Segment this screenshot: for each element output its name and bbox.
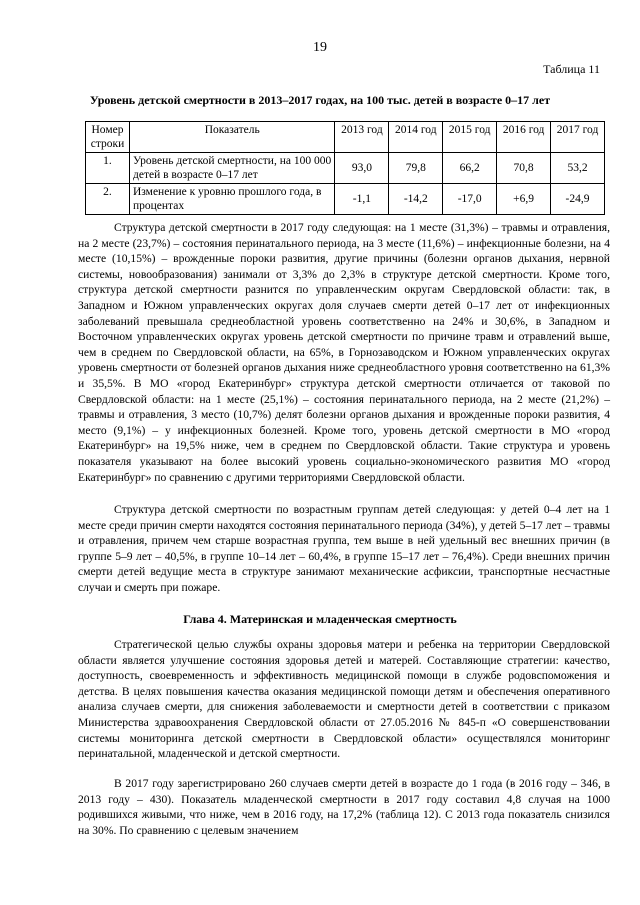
paragraph-infant-deaths xyxy=(78,776,610,838)
row-indicator: Уровень детской смертности, на 100 000 детей в возрасте 0–17 лет xyxy=(129,153,334,184)
paragraph-text: Стратегической целью службы охраны здоровья матери и ребенка на территории Свердловской области является улучшение состояния здоровья детей и матерей. Составляющие стратегии: качество, доступность, своевременность и эффективность медицинской помощи в службе родовспоможения и детства. В целях повышения качества оказания медицинской помощи детям и обеспечения оперативного анализа случаев смерти, для снижения заболеваемости и смертности детей в соответствии с приказом Министерства здравоохранения Свердловской области от 27.05.2016 № 845-п «О совершенствовании системы мониторинга детской смертности в Свердловской области» осуществлялся мониторинг перинатальной, младенческой и детской смертности. xyxy=(78,638,610,761)
paragraph-structure xyxy=(78,220,610,485)
cell-value: 70,8 xyxy=(497,153,551,184)
header-year-2015: 2015 год xyxy=(443,122,497,153)
header-indicator: Показатель xyxy=(129,122,334,153)
header-row-number: Номер строки xyxy=(86,122,130,153)
cell-value: -14,2 xyxy=(389,184,443,215)
cell-value: -1,1 xyxy=(335,184,389,215)
row-number: 1. xyxy=(86,153,130,184)
cell-value: 66,2 xyxy=(443,153,497,184)
mortality-table xyxy=(85,121,605,215)
row-indicator: Изменение к уровню прошлого года, в процентах xyxy=(129,184,334,215)
table-header-row xyxy=(86,122,605,153)
row-number: 2. xyxy=(86,184,130,215)
cell-value: -17,0 xyxy=(443,184,497,215)
header-year-2013: 2013 год xyxy=(335,122,389,153)
table-label: Таблица 11 xyxy=(543,62,600,76)
cell-value: 93,0 xyxy=(335,153,389,184)
cell-value: 79,8 xyxy=(389,153,443,184)
table-row xyxy=(86,153,605,184)
paragraph-strategy xyxy=(78,637,610,762)
table-row xyxy=(86,184,605,215)
paragraph-text: В 2017 году зарегистрировано 260 случаев смерти детей в возрасте до 1 года (в 2016 году – 346, в 2013 году – 430). Показатель младенческой смертности в 2017 году составил 4,8 случая на 1000 родившихся живыми, что ниже, чем в 2016 году, на 17,2% (таблица 12). С 2013 года показатель снизился на 30%. По сравнению с целевым значением xyxy=(78,777,610,837)
paragraph-age-groups xyxy=(78,502,610,596)
table-title: Уровень детской смертности в 2013–2017 годах, на 100 тыс. детей в возрасте 0–17 лет xyxy=(89,93,551,107)
header-year-2017: 2017 год xyxy=(551,122,605,153)
page-number: 19 xyxy=(313,40,327,55)
cell-value: +6,9 xyxy=(497,184,551,215)
paragraph-text: Структура детской смертности в 2017 году следующая: на 1 месте (31,3%) – травмы и отравления, на 2 месте (23,7%) – состояния перинатального периода, на 3 месте (11,6%) – инфекционные болезни, на 4 месте (10,15%) – врожденные пороки развития, другие причины (болезни органов дыхания, нервной системы, новообразования) занимали от 3,3% до 2,3% в структуре детской смертности. Кроме того, структура детской смертности разнится по управленческим округам Свердловской области: так, в Западном и Южном управленческих округах доля случаев смерти детей 0–17 лет от инфекционных заболеваний превышала среднеобластной уровень соответственно на 24% и 30,6%, в Западном и Восточном управленческих округах уровень детской смертности по причине травм и отравлений выше, чем в среднем по Свердловской области, на 65%, в Горнозаводском и Южном управленческих округах уровень смертности от болезней органов дыхания ниже среднеобластного уровня соответственно на 61,3% и 35,5%. В МО «город Екатеринбург» структура детской смертности отличается от таковой по Свердловской области: на 1 месте (25,1%) – состояния перинатального периода, на 2 месте (21,2%) – травмы и отравления, 3 место (10,7%) делят болезни органов дыхания и врожденные пороки развития, 4 место (9,1%) – у инфекционных болезней. Кроме того, уровень детской смертности в МО «город Екатеринбург» на 19,5% ниже, чем в среднем по Свердловской области. Такие структура и уровень показателя указывают на более высокий уровень социально-экономического развития МО «город Екатеринбург» по сравнению с другими территориями Свердловской области. xyxy=(78,221,610,484)
cell-value: 53,2 xyxy=(551,153,605,184)
paragraph-text: Структура детской смертности по возрастным группам детей следующая: у детей 0–4 лет на 1 месте среди причин смерти находятся состояния перинатального периода (34%), у детей 5–17 лет – травмы и отравления, причем чем старше возрастная группа, тем выше в ней удельный вес внешних причин (в группе 5–9 лет – 40,5%, в группе 10–14 лет – 60,4%, в группе 15–17 лет – 76,4%). Среди внешних причин смерти детей ведущие места в структуре занимают механические асфиксии, транспортные несчастные случаи и смерть при пожаре. xyxy=(78,503,610,594)
cell-value: -24,9 xyxy=(551,184,605,215)
chapter-title: Глава 4. Материнская и младенческая смертность xyxy=(183,612,457,626)
header-year-2016: 2016 год xyxy=(497,122,551,153)
header-year-2014: 2014 год xyxy=(389,122,443,153)
